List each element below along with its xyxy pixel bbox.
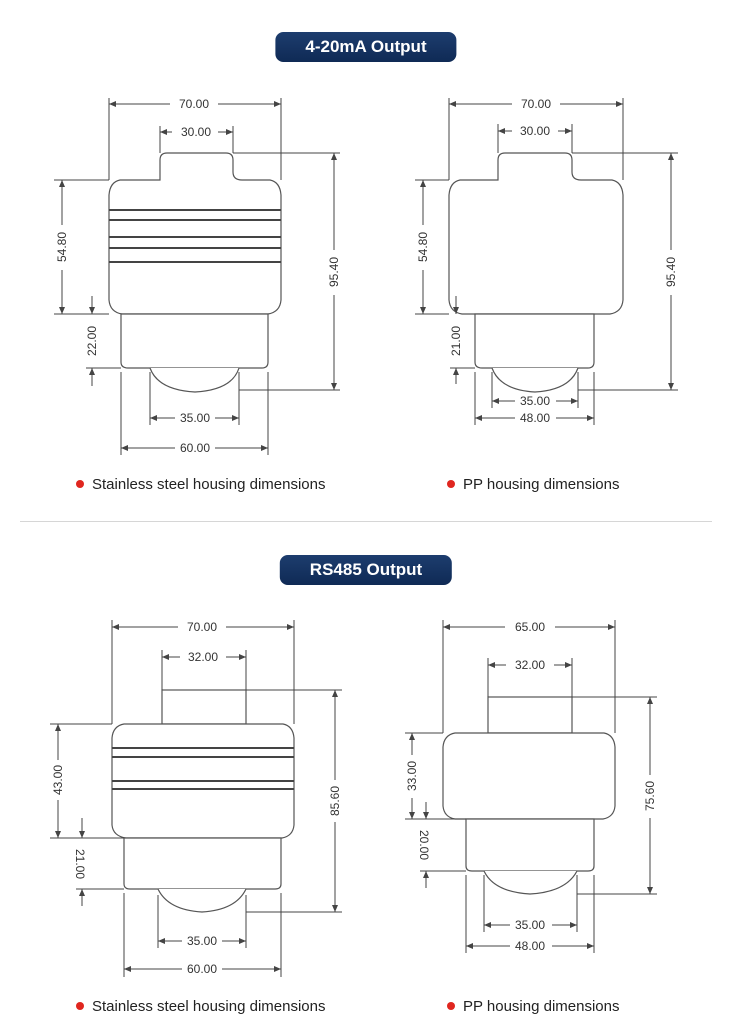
caption-pp-4-20ma xyxy=(447,476,620,493)
drawing-pp-4-20ma xyxy=(415,97,678,425)
dim-outer-width: 65.00 xyxy=(514,620,546,634)
dim-lower-width: 60.00 xyxy=(186,962,218,976)
bullet-dot xyxy=(76,1002,84,1010)
drawing-stainless-4-20ma xyxy=(54,97,341,455)
dim-outer-width: 70.00 xyxy=(520,97,552,111)
dim-lower-width: 48.00 xyxy=(519,411,551,425)
dim-outer-width: 70.00 xyxy=(186,620,218,634)
dim-cap-width: 30.00 xyxy=(180,125,212,139)
section-title-rs485: RS485 Output xyxy=(280,555,452,585)
dim-outer-width: 70.00 xyxy=(178,97,210,111)
caption-text: Stainless steel housing dimensions xyxy=(92,476,326,493)
dim-lower-width: 48.00 xyxy=(514,939,546,953)
drawing-stainless-rs485 xyxy=(50,620,342,977)
dim-body-height: 43.00 xyxy=(51,764,65,796)
dim-lower-height: 22.00 xyxy=(85,325,99,357)
dim-total-height: 95.40 xyxy=(327,256,341,288)
dim-total-height: 95.40 xyxy=(664,256,678,288)
caption-text: PP housing dimensions xyxy=(463,998,620,1015)
caption-stainless-rs485 xyxy=(76,998,325,1015)
caption-text: PP housing dimensions xyxy=(463,476,620,493)
dim-body-height: 54.80 xyxy=(55,231,69,263)
dim-lower-height: 21.00 xyxy=(73,848,87,880)
caption-pp-rs485 xyxy=(447,998,620,1015)
dim-cap-width: 30.00 xyxy=(519,124,551,138)
dim-cap-width: 32.00 xyxy=(514,658,546,672)
section-title-4-20ma: 4-20mA Output xyxy=(275,32,456,62)
dim-lower-height: 21.00 xyxy=(449,325,463,357)
dim-bottom-dia: 35.00 xyxy=(514,918,546,932)
dim-bottom-dia: 35.00 xyxy=(179,411,211,425)
bullet-dot xyxy=(76,480,84,488)
dim-cap-width: 32.00 xyxy=(187,650,219,664)
dim-total-height: 75.60 xyxy=(643,780,657,812)
dim-body-height: 33.00 xyxy=(405,760,419,792)
dim-lower-width: 60.00 xyxy=(179,441,211,455)
bullet-dot xyxy=(447,480,455,488)
dim-bottom-dia: 35.00 xyxy=(519,394,551,408)
drawing-pp-rs485 xyxy=(405,620,657,953)
dim-bottom-dia: 35.00 xyxy=(186,934,218,948)
bullet-dot xyxy=(447,1002,455,1010)
caption-text: Stainless steel housing dimensions xyxy=(92,998,326,1015)
dim-lower-height: 20.00 xyxy=(417,829,431,861)
dim-body-height: 54.80 xyxy=(416,231,430,263)
dim-total-height: 85.60 xyxy=(328,785,342,817)
caption-stainless-4-20ma xyxy=(76,476,325,493)
